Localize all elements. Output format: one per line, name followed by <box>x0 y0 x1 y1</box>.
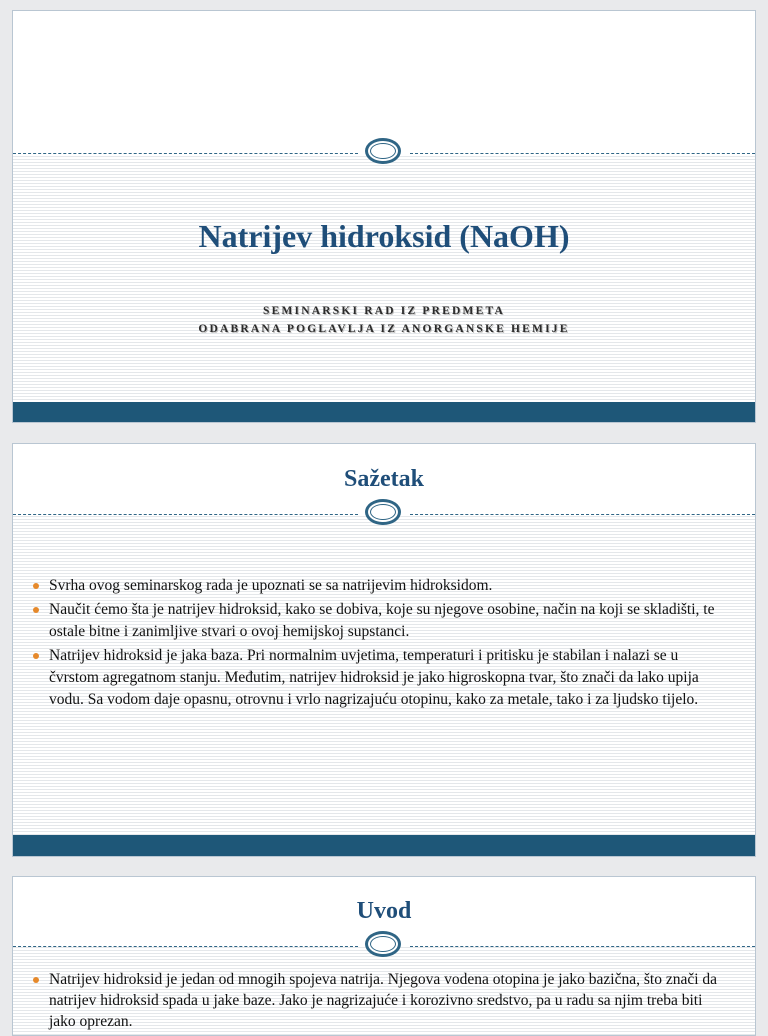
slide-footer-band <box>13 835 755 856</box>
slide-introduction <box>12 876 756 1036</box>
divider-ornament <box>13 931 755 963</box>
slide-footer-band <box>13 402 755 422</box>
list-item: Svrha ovog seminarskog rada je upoznati se sa natrijevim hidroksidom. <box>31 575 731 597</box>
oval-ornament-icon <box>365 931 401 957</box>
divider-ornament <box>13 499 755 531</box>
list-item: Naučit ćemo šta je natrijev hidroksid, kako se dobiva, koje su njegove osobine, način na koji se skladišti, te ostale bitne i zanimljive stvari o ovoj hemijskoj supstanci. <box>31 599 731 643</box>
list-item: Natrijev hidroksid je jedan od mnogih spojeva natrija. Njegova vodena otopina je jako bazična, što znači da natrijev hidroksid spada u jake baze. Jako je nagrizajuće i korozivno sredstvo, pa u radu sa njim treba biti jako oprezan. <box>31 969 731 1032</box>
slide-heading: Sažetak <box>344 466 424 492</box>
slide-heading: Uvod <box>356 898 412 924</box>
oval-ornament-icon <box>365 499 401 525</box>
bullet-list <box>31 575 731 713</box>
presentation-title: Natrijev hidroksid (NaOH) <box>198 218 570 254</box>
subtitle-line-1: SEMINARSKI RAD IZ PREDMETA <box>263 305 505 317</box>
bullet-list <box>31 969 731 1034</box>
lined-background <box>13 154 755 402</box>
presentation-subtitle <box>13 302 755 338</box>
divider-ornament <box>13 138 755 170</box>
subtitle-line-2: ODABRANA POGLAVLJA IZ ANORGANSKE HEMIJE <box>198 323 570 335</box>
slide-title <box>12 10 756 423</box>
slide-summary <box>12 443 756 857</box>
oval-ornament-icon <box>365 138 401 164</box>
list-item: Natrijev hidroksid je jaka baza. Pri normalnim uvjetima, temperaturi i pritisku je stabilan i nalazi se u čvrstom agregatnom stanju. Međutim, natrijev hidroksid je jako higroskopna tvar, što znači da lako upija vodu. Sa vodom daje opasnu, otrovnu i vrlo nagrizajuću otopinu, kako za metale, tako i za ljudsko tijelo. <box>31 645 731 711</box>
